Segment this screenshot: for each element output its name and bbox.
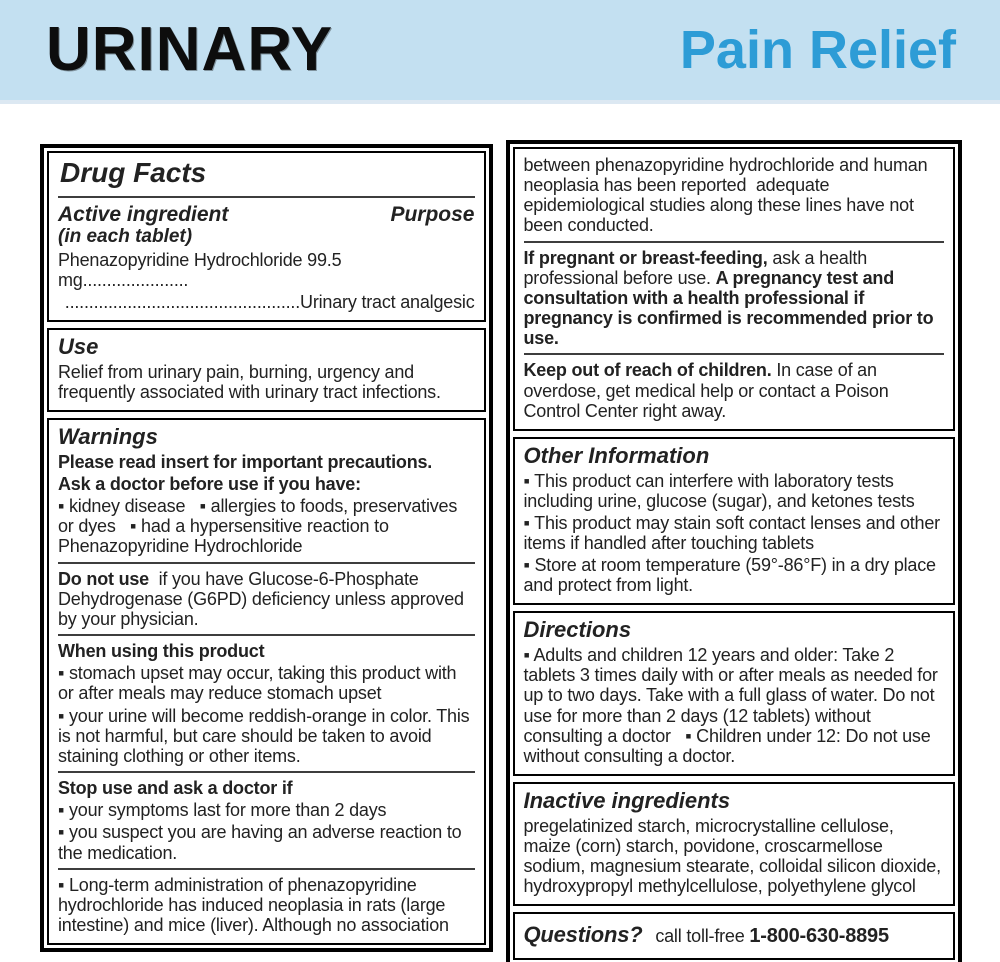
other-information-panel (513, 437, 956, 606)
text-segment: A pregnancy test and consultation with a health professional if pregnancy is confirmed is recommended prior to use. (523, 267, 934, 349)
inactive-ingredients-heading: Inactive ingredients (523, 788, 731, 813)
active-ingredient-label: Active ingredient (58, 202, 229, 226)
do-not-use-text (58, 569, 475, 629)
text-segment: between phenazopyridine hydrochloride and human neoplasia has been reported adequate epidemiological studies along these lines have not been conducted. (523, 155, 928, 236)
long-term-note (58, 875, 475, 935)
other-info-bullet-2 (524, 513, 945, 553)
use-heading: Use (58, 334, 99, 360)
neoplasia-continued-text (524, 155, 945, 236)
text-segment: ▪ Store at room temperature (59°-86°F) in a dry place and protect from light. (523, 555, 936, 596)
text-segment: Keep out of reach of children. (523, 360, 772, 381)
pregnant-note (524, 248, 945, 349)
stop-use-bullet-2 (58, 822, 475, 862)
text-segment: ▪ stomach upset may occur, taking this product with or after meals may reduce stomach upset (58, 663, 457, 704)
use-panel (47, 328, 486, 412)
directions-heading: Directions (523, 617, 632, 643)
rule-4 (58, 868, 475, 870)
questions-row (524, 923, 945, 948)
use-text (58, 362, 475, 402)
drug-facts-title: Drug Facts (60, 157, 207, 188)
text-segment: In case of an overdose, get medical help or contact a Poison Control Center right away. (523, 360, 889, 421)
rule-6 (524, 353, 945, 355)
other-info-bullet-3 (524, 555, 945, 595)
text-segment: Questions? (523, 922, 643, 948)
title-rule (58, 196, 475, 198)
read-insert-note (58, 452, 475, 472)
text-segment: ▪ Adults and children 12 years and older: Take 2 tablets 3 times daily with or after meals as needed for up to two days. Take with a full glass of water. Do not use for more than 2 days (12 tablets) without consulting a doctor ▪ Children under 12: Do not use without consulting a doctor. (523, 645, 938, 766)
when-using-heading (58, 641, 475, 661)
text-segment: ▪ kidney disease ▪ allergies to foods, preservatives or dyes ▪ had a hypersensitive reaction to Phenazopyridine Hydrochloride (58, 496, 458, 557)
left-column (40, 144, 493, 952)
stop-use-heading (58, 778, 475, 798)
ask-doctor-heading (58, 474, 475, 494)
text-segment: Relief from urinary pain, burning, urgency and frequently associated with urinary tract infections. (58, 361, 441, 403)
text-segment: Please read insert for important precautions. (58, 451, 433, 472)
text-segment: ask a health professional before use. (523, 247, 867, 288)
product-line-title: URINARY (46, 15, 334, 84)
drug-facts-content (0, 104, 1000, 962)
active-ingredient-line-1 (58, 250, 475, 290)
rule-2 (58, 634, 475, 636)
questions-panel (513, 912, 956, 960)
warnings-heading: Warnings (58, 424, 158, 450)
text-segment: ▪ your urine will become reddish-orange in color. This is not harmful, but care should be taken to avoid staining clothing or other items. (58, 705, 470, 766)
text-segment: call toll-free (650, 926, 750, 947)
text-segment: ▪ you suspect you are having an adverse reaction to the medication. (58, 822, 462, 863)
right-column (506, 140, 963, 962)
active-ingredient-purpose-row (58, 203, 475, 226)
keep-out-of-reach-note (524, 360, 945, 420)
when-using-bullet-1 (58, 663, 475, 703)
warnings-continued-panel (513, 147, 956, 431)
text-segment: ▪ Long-term administration of phenazopyridine hydrochloride has induced neoplasia in rats (large intestine) and mice (liver). Although no association (58, 874, 449, 935)
text-segment: ▪ your symptoms last for more than 2 days (58, 800, 387, 821)
other-information-heading: Other Information (523, 442, 710, 468)
rule-1 (58, 562, 475, 564)
text-segment: Ask a doctor before use if you have: (58, 474, 361, 495)
when-using-bullet-2 (58, 706, 475, 766)
text-segment: 1-800-630-8895 (749, 925, 889, 948)
inactive-ingredients-text (524, 816, 945, 897)
header-band (0, 0, 1000, 104)
active-ingredient-line-2 (58, 292, 475, 312)
text-segment: ▪ This product can interfere with laboratory tests including urine, glucose (sugar), and ketones tests (523, 470, 915, 511)
rule-5 (524, 241, 945, 243)
text-segment: Stop use and ask a doctor if (58, 778, 293, 799)
text-segment: Phenazopyridine Hydrochloride 99.5 mg...................... (58, 249, 342, 290)
product-type-title: Pain Relief (679, 20, 956, 80)
text-segment: pregelatinized starch, microcrystalline cellulose, maize (corn) starch, povidone, croscarmellose sodium, magnesium stearate, colloidal silicon dioxide, hydroxypropyl methylcellulose, polyethylene glycol (523, 815, 941, 897)
rule-3 (58, 771, 475, 773)
warnings-panel (47, 418, 486, 945)
text-segment: .................................................Urinary tract analgesic (64, 292, 475, 313)
text-segment: If pregnant or breast-feeding, (523, 247, 768, 268)
other-info-bullet-1 (524, 471, 945, 511)
text-segment: if you have Glucose-6-Phosphate Dehydrogenase (G6PD) deficiency unless approved by your physician. (58, 568, 464, 629)
purpose-label: Purpose (390, 202, 475, 226)
directions-text (524, 645, 945, 766)
text-segment: When using this product (58, 641, 265, 662)
in-each-tablet-note: (in each tablet) (58, 225, 193, 247)
directions-panel (513, 611, 956, 776)
inactive-ingredients-panel (513, 782, 956, 906)
text-segment: Do not use (58, 568, 149, 589)
text-segment: ▪ This product may stain soft contact lenses and other items if handled after touching tablets (523, 512, 940, 553)
stop-use-bullet-1 (58, 800, 475, 820)
drug-facts-panel (47, 151, 486, 322)
ask-doctor-bullets (58, 496, 475, 556)
